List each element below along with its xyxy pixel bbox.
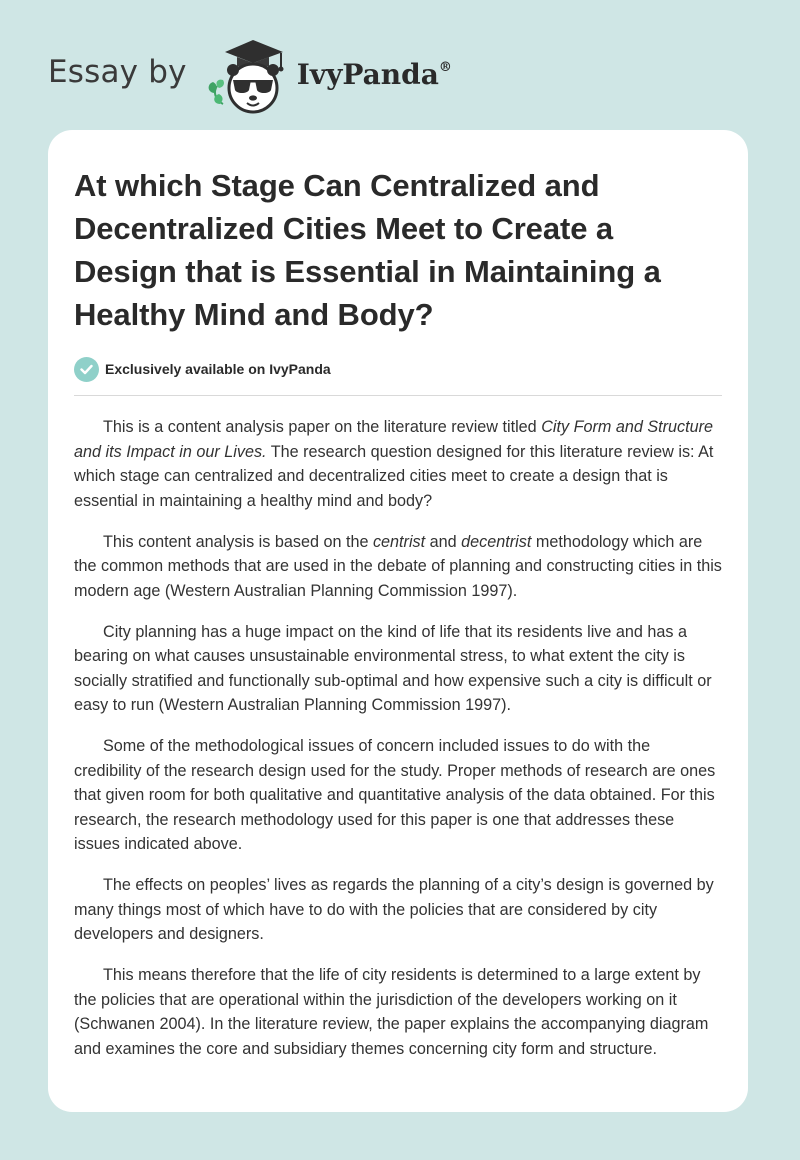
- exclusive-badge-text: Exclusively available on IvyPanda: [105, 361, 331, 377]
- essay-by-label: Essay by: [48, 54, 187, 90]
- paragraph: City planning has a huge impact on the kind of life that its residents live and has a bearing on what causes unsustainable environmental stress, to what extent the city is socially stratified and functionally sub-optimal and how expensive such a city is difficult or easy to run (Western Australian Planning Commission 1997).: [74, 622, 712, 714]
- paragraph: This content analysis is based on the centrist and decentrist methodology which are the common methods that are used in the debate of planning and constructing cities in this modern age (Western Australian Planning Commission 1997).: [74, 532, 722, 600]
- essay-card: [48, 130, 748, 1112]
- divider: [74, 395, 722, 396]
- brand-name: IvyPanda®: [296, 57, 452, 91]
- leaf-icon: [208, 80, 223, 104]
- exclusive-badge: [74, 355, 722, 383]
- paragraph: This is a content analysis paper on the literature review titled City Form and Structure and its Impact in our Lives. The research question designed for this literature review is: At which stage can centralized and decentralized cities meet to create a design that is essential in maintaining a healthy mind and body?: [74, 418, 714, 510]
- ivypanda-logo[interactable]: [203, 30, 452, 114]
- paragraph: The effects on peoples’ lives as regards the planning of a city’s design is governed by many things most of which have to do with the policies that are considered by city developers and designers.: [74, 876, 714, 943]
- paragraph: This means therefore that the life of city residents is determined to a large extent by the policies that are operational within the jurisdiction of the developers working on it (Schwanen 2004). In the literature review, the paper explains the accompanying diagram and examines the core and subsidiary themes concerning city form and structure.: [74, 966, 709, 1058]
- checkmark-icon: [74, 357, 99, 382]
- panda-mascot-icon: [203, 30, 293, 114]
- paragraph: Some of the methodological issues of concern included issues to do with the credibility of the research design used for the study. Proper methods of research are ones that given room for both qualitative and quantitative analysis of the data obtained. For this research, the research methodology used for this paper is one that addresses these issues indicated above.: [74, 737, 716, 853]
- essay-title: At which Stage Can Centralized and Decentralized Cities Meet to Create a Design that is Essential in Maintaining a Healthy Mind and Body?: [74, 168, 661, 332]
- essay-body: [74, 415, 722, 1061]
- registered-mark: ®: [438, 59, 452, 75]
- site-header: [48, 30, 452, 114]
